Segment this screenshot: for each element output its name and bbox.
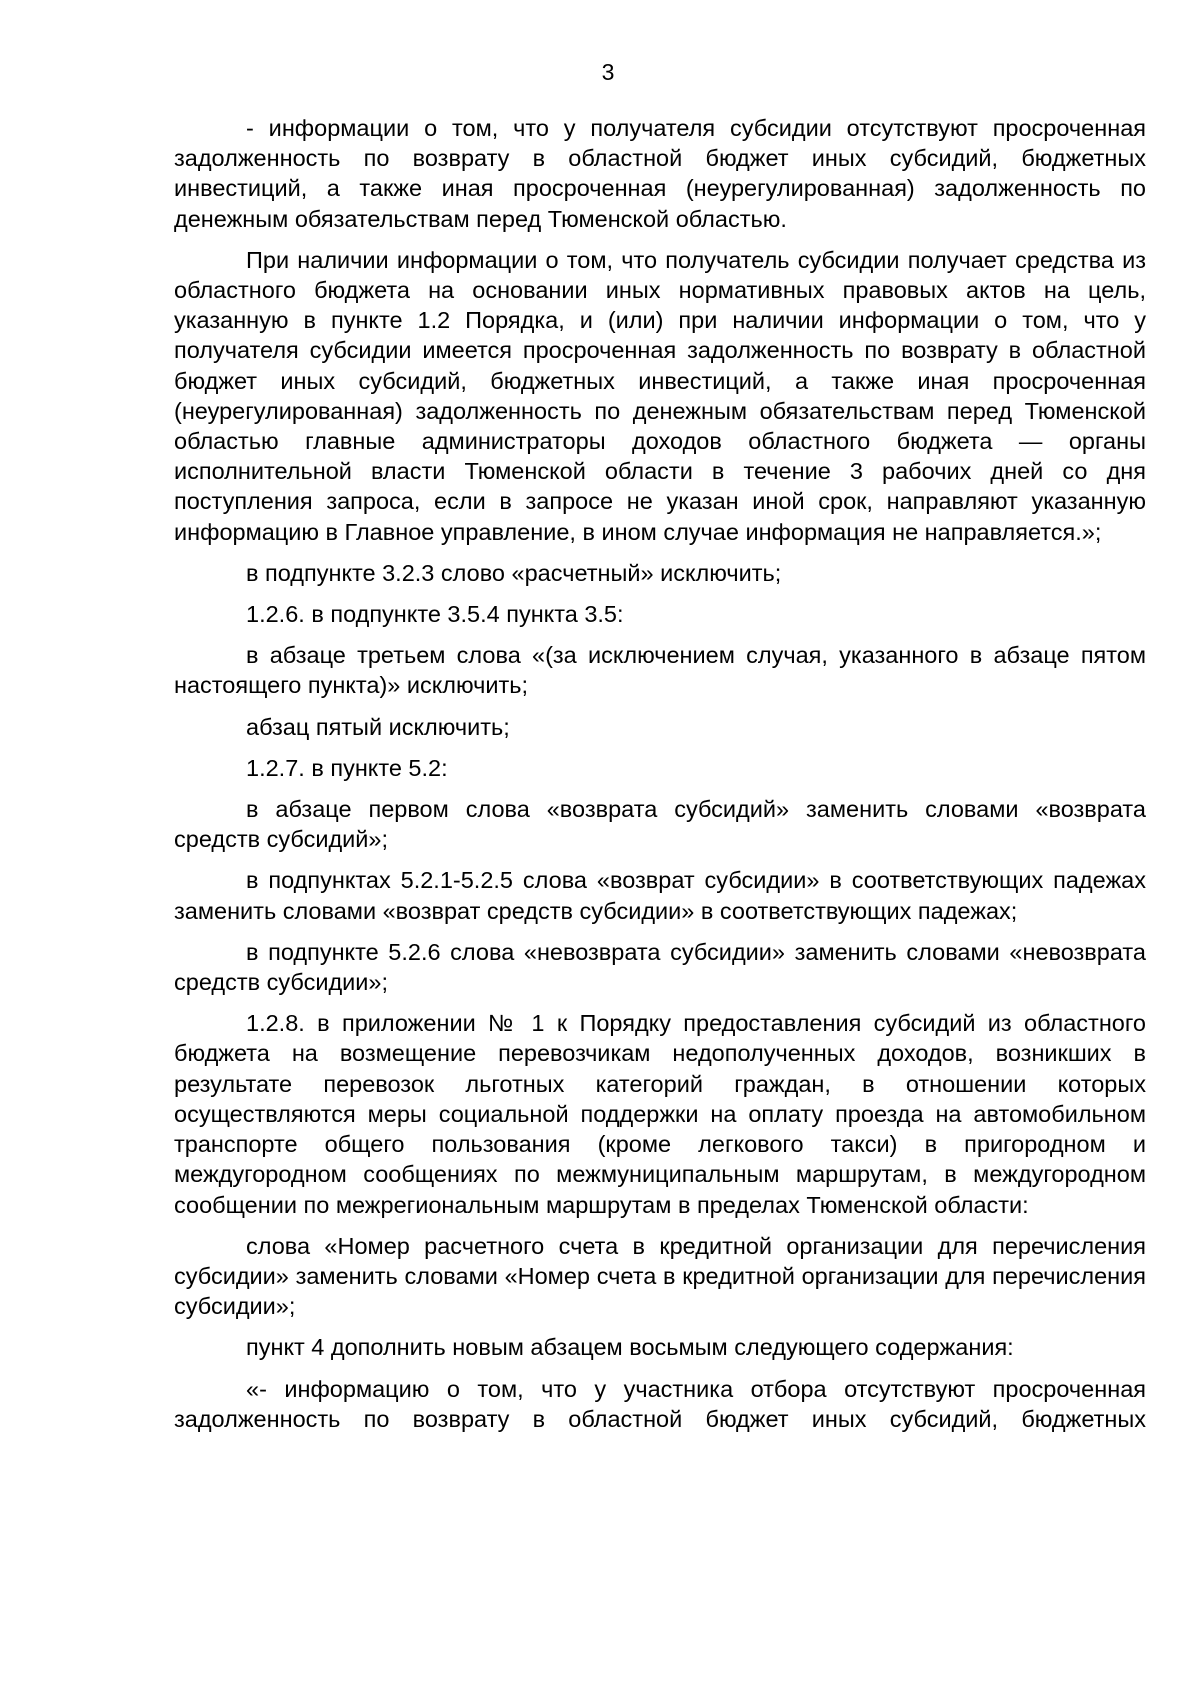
page-number: 3 [601,59,615,85]
paragraph: в абзаце первом слова «возврата субсидий» заменить словами «возврата средств субсидий»; [174,796,1146,853]
paragraph: 1.2.8. в приложении № 1 к Порядку предоставления субсидий из областного бюджета на возмещение перевозчикам недополученных доходов, возникших в результате перевозок льготных категорий граждан, в отношении которых осуществляются меры социальной поддержки на оплату проезда на автомобильном транспорте общего пользования (кроме легкового такси) в пригородном и междугородном сообщениях по межмуниципальным маршрутам, в междугородном сообщении по межрегиональным маршрутам в пределах Тюменской области: [174,1010,1146,1218]
paragraph: в абзаце третьем слова «(за исключением случая, указанного в абзаце пятом настоящего пункта)» исключить; [174,642,1146,699]
paragraph: в подпункте 3.2.3 слово «расчетный» исключить; [246,559,782,586]
paragraph: «- информацию о том, что у участника отбора отсутствуют просроченная задолженность по возврату в областной бюджет иных субсидий, бюджетных [174,1375,1146,1432]
paragraph: в подпункте 5.2.6 слова «невозврата субсидии» заменить словами «невозврата средств субсидии»; [174,938,1146,996]
paragraph: 1.2.6. в подпункте 3.5.4 пункта 3.5: [246,601,624,628]
document-body [174,113,1146,1445]
paragraph: слова «Номер расчетного счета в кредитной организации для перечисления субсидии» заменить словами «Номер счета в кредитной организации для перечисления субсидии»; [174,1232,1146,1320]
paragraph: - информации о том, что у получателя субсидии отсутствуют просроченная задолженность по возврату в областной бюджет иных субсидий, бюджетных инвестиций, а также иная просроченная (неурегулированная) задолженность по денежным обязательствам перед Тюменской областью. [174,115,1146,232]
paragraph: 1.2.7. в пункте 5.2: [246,754,448,781]
paragraph: в подпунктах 5.2.1-5.2.5 слова «возврат субсидии» в соответствующих падежах заменить словами «возврат средств субсидии» в соответствующих падежах; [174,867,1146,924]
paragraph: пункт 4 дополнить новым абзацем восьмым следующего содержания: [246,1334,1014,1361]
paragraph: абзац пятый исключить; [246,713,510,740]
paragraph: При наличии информации о том, что получатель субсидии получает средства из областного бюджета на основании иных нормативных правовых актов на цель, указанную в пункте 1.2 Порядка, и (или) при наличии информации о том, что у получателя субсидии имеется просроченная задолженность по возврату в областной бюджет иных субсидий, бюджетных инвестиций, а также иная просроченная (неурегулированная) задолженность по денежным обязательствам перед Тюменской областью главные администраторы доходов областного бюджета — органы исполнительной власти Тюменской области в течение 3 рабочих дней со дня поступления запроса, если в запросе не указан иной срок, направляют указанную информацию в Главное управление, в ином случае информация не направляется.»; [174,246,1146,545]
